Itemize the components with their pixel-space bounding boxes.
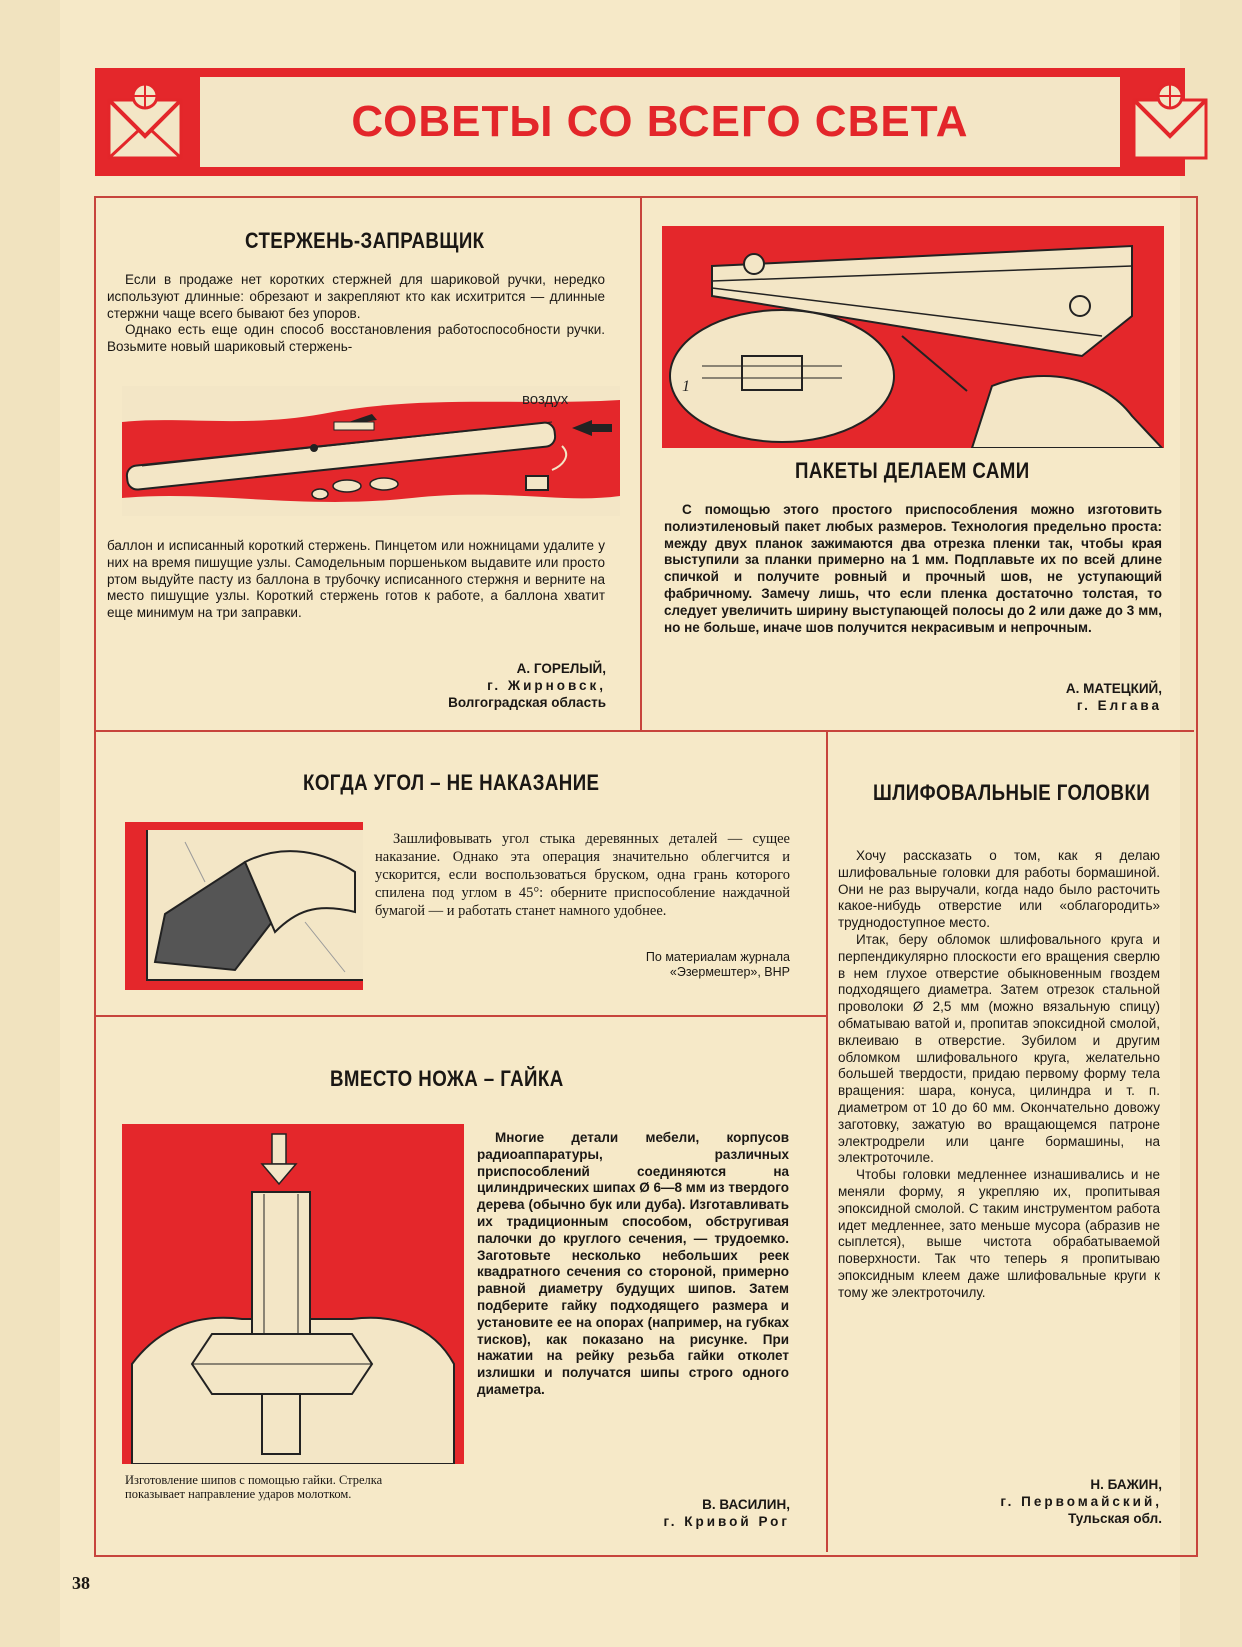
article2-signature — [1066, 680, 1162, 714]
article1-title: СТЕРЖЕНЬ-ЗАПРАВЩИК — [245, 228, 485, 253]
article2-author: А. МАТЕЦКИЙ, — [1065, 681, 1162, 696]
article1-author: А. ГОРЕЛЫЙ, — [516, 661, 606, 676]
article1-city: г. Жирновск, — [487, 678, 606, 693]
article3-text-block — [375, 830, 790, 920]
article3-text: Зашлифовывать угол стыка деревянных деталей — сущее наказание. Однако эта операция значительно облегчится и ускорится, если воспользоваться бруском, одна грань которого спилена под углом в 45°: оберните приспособление наждачной бумагой — и работать станет намного удобнее. — [375, 831, 790, 919]
article4-city: г. Кривой Рог — [663, 1514, 790, 1529]
divider-vertical-bottom — [826, 732, 828, 1552]
article3-title: КОГДА УГОЛ – НЕ НАКАЗАНИЕ — [303, 770, 600, 795]
article4-author: В. ВАСИЛИН, — [702, 1497, 790, 1512]
article5-para1: Хочу рассказать о том, как я делаю шлифовальные головки для работы бормашиной. Они не раз выручали, когда надо было расточить какое-нибудь отверстие или «облагородить» труднодоступное место. — [838, 848, 1160, 931]
pen-refill-illustration — [122, 386, 620, 516]
article3-source-line1: По материалам журнала — [645, 950, 790, 964]
envelope-logo-icon — [105, 78, 185, 166]
divider-horizontal-left — [96, 1015, 826, 1017]
article1-signature — [448, 660, 606, 711]
article5-para3: Чтобы головки медленнее изнашивались и не меняли форму, я укрепляю их, пропитывая эпоксидной смолой. С таким инструментом работа идет медленнее, зато меньше мусора (абразив не сыплется), выше чистота обрабатываемой поверхности. Так что теперь я пропитываю эпоксидным клеем даже шлифовальные круги к тому же электроточилу. — [838, 1167, 1160, 1300]
article1-para3: баллон и исписанный короткий стержень. Пинцетом или ножницами удалите у них на время пишущие узлы. Самодельным поршеньком выдавите или просто ртом выдуйте пасту из баллона в трубочку исписанного стержня и верните на место пишущие узлы. Короткий стержень готов к работе, а баллона хватит еще минимум на три заправки. — [107, 538, 605, 621]
article3-source-line2: «Эзермештер», ВНР — [669, 965, 790, 979]
figure-label-air: воздух — [522, 391, 569, 408]
article5-text-block — [838, 848, 1160, 1302]
article1-text-top — [107, 272, 605, 356]
sanding-block-illustration — [125, 822, 363, 990]
article2-text-block — [664, 502, 1162, 636]
article5-author: Н. БАЖИН, — [1090, 1477, 1162, 1492]
article1-para1: Если в продаже нет коротких стержней для шариковой ручки, нередко используют длинные: обрезают и закрепляют кто как исхитрится — длинные стержни чаще всего бывают без упоров. — [107, 272, 605, 321]
header-banner — [95, 68, 1185, 176]
bag-sealing-illustration — [662, 226, 1164, 448]
divider-vertical-top — [640, 198, 642, 730]
article5-city: г. Первомайский, — [1000, 1494, 1162, 1509]
envelope-logo-right-icon — [1130, 78, 1210, 166]
dowel-nut-illustration — [122, 1124, 464, 1464]
article4-caption: Изготовление шипов с помощью гайки. Стрелка показывает направление ударов молотком. — [125, 1473, 383, 1501]
article1-text-bottom — [107, 538, 605, 622]
article2-city: г. Елгава — [1076, 698, 1162, 713]
article5-signature — [1000, 1476, 1162, 1527]
divider-horizontal-middle — [96, 730, 1194, 732]
header-title-box — [200, 77, 1120, 167]
page-title: СОВЕТЫ СО ВСЕГО СВЕТА — [351, 97, 969, 146]
article5-para2: Итак, беру обломок шлифовального круга и перпендикулярно плоскости его вращения сверлю в нем глухое отверстие обыкновенным гвоздем подходящего диаметра. Затем отрезок стальной проволоки Ø 2,5 мм (можно вязальную спицу) обматываю ватой и, пропитав эпоксидной смолой, вклеиваю в отверстие. Зубилом и другим обломком шлифовального круга, желательно большей твердости, придаю первому форму тела вращения: шара, конуса, цилиндра и т. п. диаметром от 10 до 60 мм. Окончательно довожу заготовку, зажатую во вращающемся патроне электродрели или цанге бормашины, на электроточиле. — [838, 931, 1160, 1166]
article5-title: ШЛИФОВАЛЬНЫЕ ГОЛОВКИ — [873, 780, 1151, 805]
page-number: 38 — [72, 1573, 90, 1593]
article3-source — [646, 950, 790, 980]
article4-text: Многие детали мебели, корпусов радиоаппаратуры, различных приспособлений соединяются на цилиндрических шипах Ø 6—8 мм из твердого дерева (обычно бук или дуба). Изготавливать их традиционным способом, обстругивая палочки до круглого сечения, — трудоемко. Заготовьте несколько небольших реек квадратного сечения со стороной, примерно равной диаметру будущих шипов. Затем подберите гайку подходящего размера и установите ее на опорах (например, на губках тисков), как показано на рисунке. При нажатии на рейку резьба гайки отколет излишки и получатся шипы строго одного диаметра. — [477, 1130, 789, 1397]
article4-signature — [663, 1496, 790, 1530]
article4-title: ВМЕСТО НОЖА – ГАЙКА — [330, 1066, 564, 1091]
article2-text: С помощью этого простого приспособления можно изготовить полиэтиленовый пакет любых размеров. Технология предельно проста: между двух планок зажимаются два отрезка пленки так, чтобы края выступили за планки примерно на 1 мм. Подплавьте их по всей длине спичкой и получите ровный и прочный шов, не уступающий фабричному. Замечу лишь, что если пленка достаточно толстая, то следует увеличить ширину выступающей полосы до 2 или даже до 3 мм, но не больше, иначе шов получится некрасивым и непрочным. — [664, 502, 1162, 635]
article4-text-block — [477, 1130, 789, 1399]
article1-region: Волгоградская область — [448, 695, 606, 710]
article5-region: Тульская обл. — [1068, 1511, 1162, 1526]
article2-title: ПАКЕТЫ ДЕЛАЕМ САМИ — [795, 458, 1030, 483]
article1-para2: Однако есть еще один способ восстановления работоспособности ручки. Возьмите новый шариковый стержень- — [107, 322, 605, 355]
figure-label-1: 1 — [682, 378, 690, 395]
